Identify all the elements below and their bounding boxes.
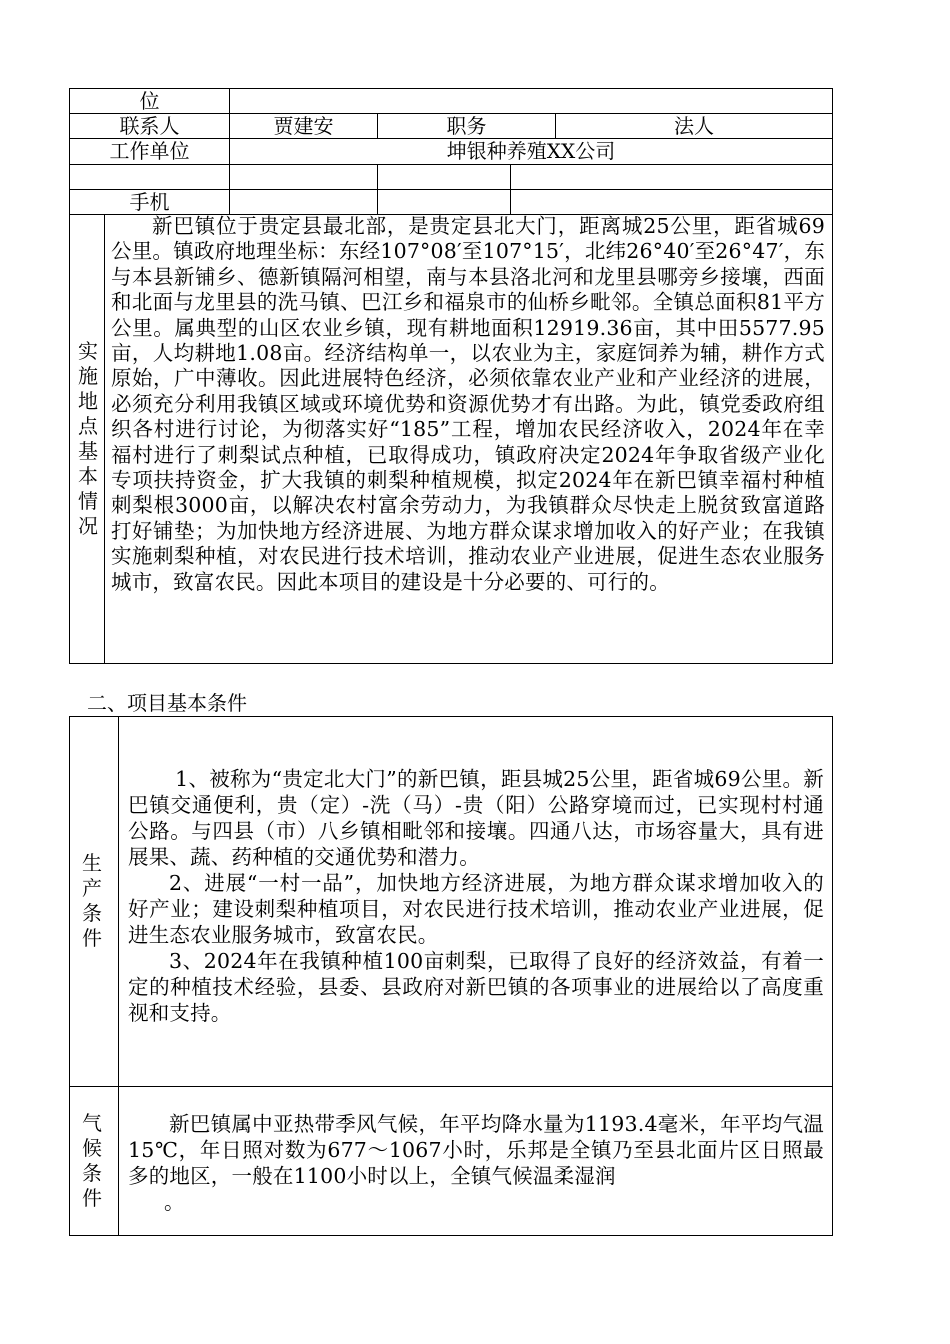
site-description bbox=[111, 214, 825, 595]
section-heading: 二、项目基本条件 bbox=[87, 691, 247, 715]
table-line bbox=[69, 164, 833, 165]
table-line bbox=[69, 716, 833, 717]
site-paragraph: 新巴镇位于贵定县最北部，是贵定县北大门，距离城25公里，距省城69公里。镇政府地理坐标：东经107°08′至107°15′，北纬26°40′至26°47′，东与本县新铺乡、德新镇隔河相望，南与本县洛北河和龙里县哪旁乡接壤，西面和北面与龙里县的洗马镇、巴江乡和福泉市的仙桥乡毗邻。全镇总面积81平方公里。属典型的山区农业乡镇，现有耕地面积12919.36亩，其中田5577.95亩，人均耕地1.08亩。经济结构单一，以农业为主，家庭饲养为辅，耕作方式原始，广中薄收。因此进展特色经济，必须依靠农业产业和产业经济的进展，必须充分利用我镇区域或环境优势和资源优势才有出路。为此，镇党委政府组织各村进行讨论，为彻落实好“185”工程，增加农民经济收入，2024年在幸福村进行了刺梨试点种植，已取得成功，镇政府决定2024年争取省级产业化专项扶持资金，扩大我镇的刺梨种植规模，拟定2024年在新巴镇幸福村种植刺梨根3000亩，以解决农村富余劳动力，为我镇群众尽快走上脱贫致富道路打好铺垫；为加快地方经济进展、为地方群众谋求增加收入的好产业；在我镇实施刺梨种植，对农民进行技术培训，推动农业产业进展，促进生态农业服务城市，致富农民。因此本项目的建设是十分必要的、可行的。 bbox=[111, 214, 825, 594]
production-paragraph: 3、2024年在我镇种植100亩刺梨，已取得了良好的经济效益，有着一定的种植技术经验，县委、县政府对新巴镇的各项事业的进展给以了高度重视和支持。 bbox=[128, 949, 824, 1025]
table-line bbox=[69, 88, 70, 664]
work-unit-label: 工作单位 bbox=[109, 139, 190, 163]
production-text bbox=[128, 766, 824, 1026]
contact-value: 贾建安 bbox=[273, 113, 334, 138]
table-line bbox=[832, 716, 833, 1236]
contact-label: 联系人 bbox=[119, 113, 180, 138]
mobile-label: 手机 bbox=[129, 189, 170, 214]
table-line bbox=[118, 716, 119, 1236]
table-line bbox=[69, 663, 833, 664]
duty-value: 法人 bbox=[674, 113, 714, 138]
duty-label: 职务 bbox=[446, 113, 487, 138]
climate-tail: 。 bbox=[164, 1190, 185, 1214]
climate-label: 气候条件 bbox=[82, 1110, 102, 1210]
table-line bbox=[104, 214, 105, 663]
site-label: 实施地点基本情况 bbox=[78, 338, 98, 538]
table-line bbox=[69, 716, 70, 1236]
climate-paragraph: 新巴镇属中亚热带季风气候，年平均降水量为1193.4毫米，年平均气温15℃，年日照对数为677～1067小时，乐邦是全镇乃至县北面片区日照最多的地区，一般在1100小时以上，全镇气候温柔湿润 bbox=[128, 1112, 824, 1188]
climate-text bbox=[128, 1111, 824, 1215]
unit-label: 位 bbox=[139, 88, 160, 113]
production-paragraph: 2、进展“一村一品”，加快地方经济进展，为地方群众谋求增加收入的好产业；建设刺梨种植项目，对农民进行技术培训，推动农业产业进展，促进生态农业服务城市，致富农民。 bbox=[128, 871, 824, 947]
production-paragraph: 1、被称为“贵定北大门”的新巴镇，距县城25公里，距省城69公里。新巴镇交通便利，贵（定）-洗（马）-贵（阳）公路穿境而过，已实现村村通公路。与四县（市）八乡镇相毗邻和接壤。四通八达，市场容量大，具有进展果、蔬、药种植的交通优势和潜力。 bbox=[128, 767, 824, 869]
table-line bbox=[69, 1086, 833, 1087]
table-line bbox=[69, 1235, 833, 1236]
production-label: 生产条件 bbox=[82, 851, 102, 950]
table-line bbox=[832, 88, 833, 664]
table-line bbox=[377, 164, 378, 214]
table-line bbox=[510, 164, 511, 214]
work-unit-value: 坤银种养殖XX公司 bbox=[446, 139, 616, 163]
